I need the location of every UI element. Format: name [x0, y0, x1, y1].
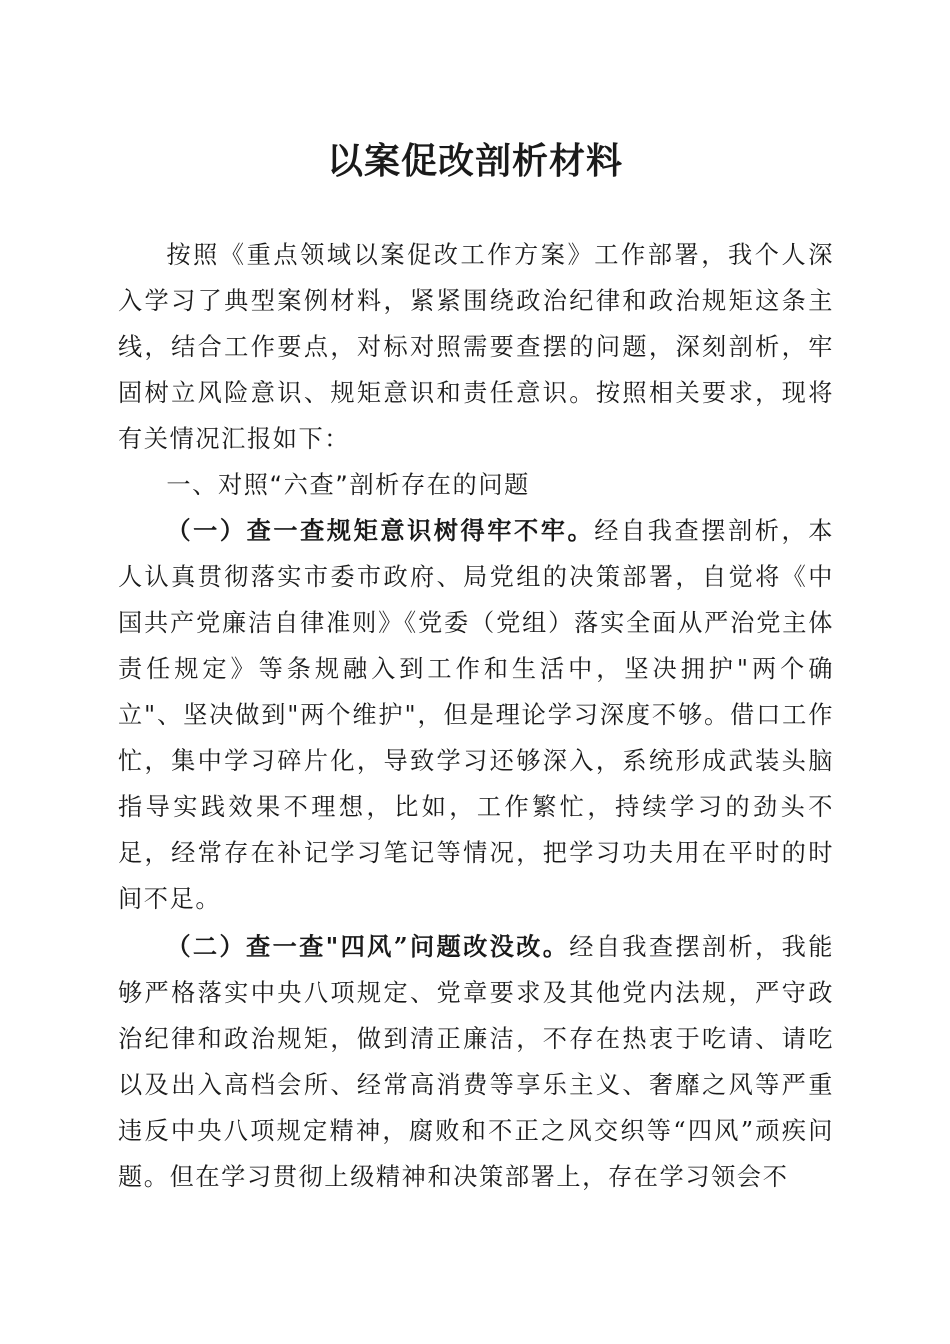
item-2-body: 经自我查摆剖析，我能够严格落实中央八项规定、党章要求及其他党内法规，严守政治纪律和政治规矩，做到清正廉洁，不存在热衷于吃请、请吃以及出入高档会所、经常高消费等享乐主义、奢靡之风等严重违反中央八项规定精神，腐败和不正之风交织等“四风”顽疾问题。但在学习贯彻上级精神和决策部署上，存在学习领会不 [118, 933, 834, 1191]
item-1-body: 经自我查摆剖析，本人认真贯彻落实市委市政府、局党组的决策部署，自觉将《中国共产党廉洁自律准则》《党委（党组）落实全面从严治党主体责任规定》等条规融入到工作和生活中，坚决拥护"两个确立"、坚决做到"两个维护"，但是理论学习深度不够。借口工作忙，集中学习碎片化，导致学习还够深入，系统形成武装头脑指导实践效果不理想，比如，工作繁忙，持续学习的劲头不足，经常存在补记学习笔记等情况，把学习功夫用在平时的时间不足。 [118, 517, 834, 913]
section-heading: 一、对照“六查”剖析存在的问题 [166, 471, 530, 499]
item-1-lead: （一）查一查规矩意识树得牢不牢。 [166, 516, 595, 545]
intro-paragraph: 按照《重点领域以案促改工作方案》工作部署，我个人深入学习了典型案例材料，紧紧围绕政治纪律和政治规矩这条主线，结合工作要点，对标对照需要查摆的问题，深刻剖析，牢固树立风险意识、规矩意识和责任意识。按照相关要求，现将有关情况汇报如下： [118, 241, 834, 453]
item-2-lead: （二）查一查"四风”问题改没改。 [166, 932, 570, 961]
document-title: 以案促改剖析材料 [326, 141, 623, 182]
item-2-paragraph [118, 924, 834, 1200]
document-body [118, 232, 834, 1200]
item-1-paragraph [118, 508, 834, 922]
